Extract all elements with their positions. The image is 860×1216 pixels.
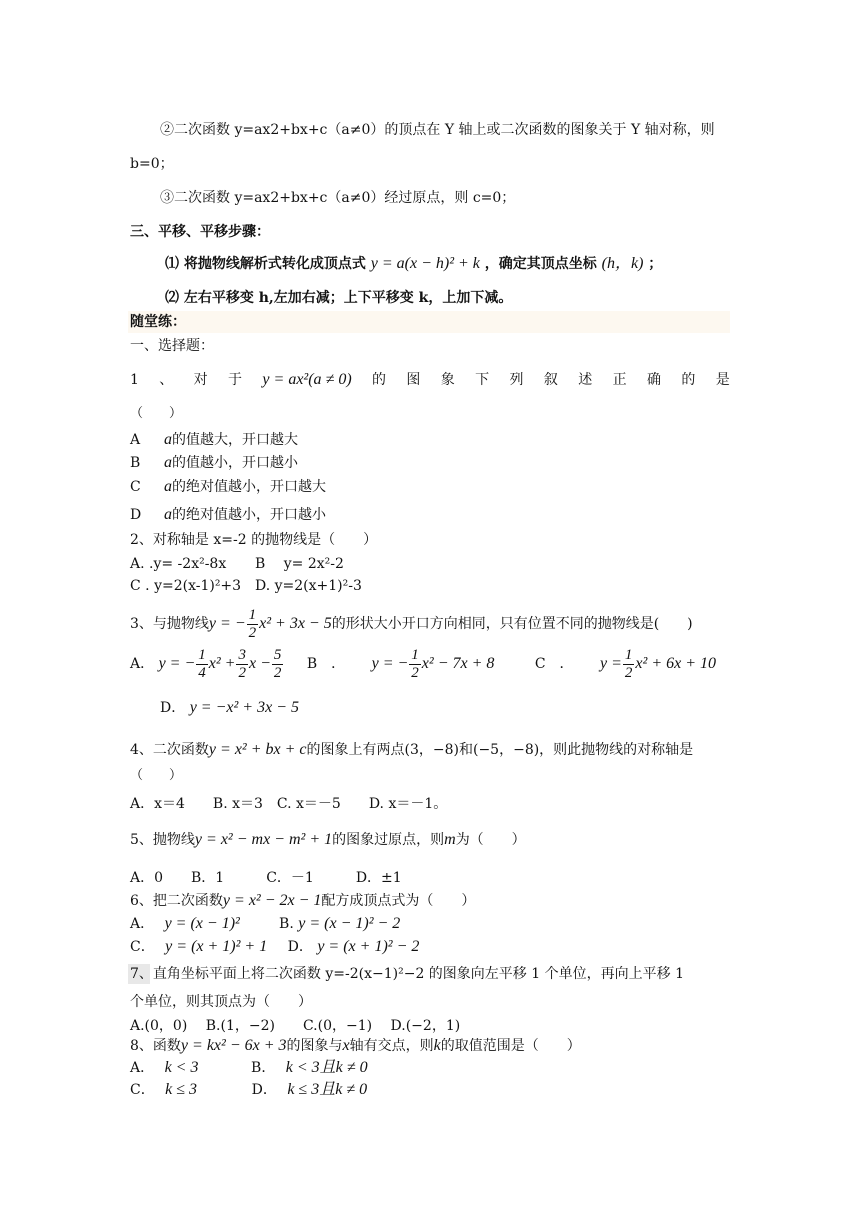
frac-den: 2 xyxy=(238,664,246,681)
q5-text-3: 为（ ） xyxy=(455,832,526,848)
q8-options-row1 xyxy=(130,1058,368,1078)
option-var: a xyxy=(164,478,172,495)
q8-formula: y = kx² − 6x + 3 xyxy=(180,1037,287,1054)
q6-options-row2 xyxy=(130,937,419,957)
q4-text: 4、二次函数 xyxy=(130,742,209,758)
q3-option-a-formula: x − xyxy=(248,655,271,672)
option-letter: B xyxy=(130,455,141,471)
note-3: ③二次函数 y=ax2+bx+c（a≠0）经过原点，则 c=0； xyxy=(160,190,516,206)
option-text: 的绝对值越小，开口越大 xyxy=(172,479,326,495)
option-var: a xyxy=(164,506,172,523)
frac-num: 1 xyxy=(248,606,257,623)
question-3-stem xyxy=(130,604,730,644)
option-text: 的绝对值越小，开口越小 xyxy=(172,507,326,523)
q7-text: 、直角坐标平面上将二次函数 y=-2(x−1)²−2 的图象向左平移 1 个单位，再向上平移 1 xyxy=(138,966,684,982)
q1-word: 的 xyxy=(681,372,696,388)
section-3-heading: 三、平移、平移步骤： xyxy=(130,224,270,240)
q1-word: 确 xyxy=(647,372,662,388)
q1-paren: （ ） xyxy=(130,406,183,421)
q8-options-row2 xyxy=(130,1080,367,1100)
frac-num: 1 xyxy=(624,646,633,663)
q3-option-d-label: D． xyxy=(160,700,186,716)
q3-fraction xyxy=(247,607,259,642)
q1-word: 下 xyxy=(475,372,490,388)
q3-text-2: 的形状大小开口方向相同，只有位置不同的抛物线是( ) xyxy=(331,616,693,632)
q3-option-b-formula: x² − 7x + 8 xyxy=(421,655,495,672)
q8-text: 8、函数 xyxy=(130,1038,181,1054)
step-1-text: ⑴ 将抛物线解析式转化成顶点式 xyxy=(165,256,366,272)
frac-den: 2 xyxy=(411,664,419,681)
q3-fraction xyxy=(196,647,208,682)
q6-text-2: 配方成顶点式为（ ） xyxy=(321,893,476,909)
q1-word: 1 xyxy=(130,372,139,388)
q1-option-b xyxy=(130,453,298,473)
q1-word: 对 xyxy=(193,372,208,388)
q8-option-a-label: A． xyxy=(130,1060,155,1076)
q8-text-3: 轴有交点，则 xyxy=(349,1038,434,1054)
q8-text-2: 的图象与 xyxy=(286,1038,343,1054)
question-7-stem xyxy=(130,964,684,984)
option-text: 的值越小，开口越小 xyxy=(172,455,298,471)
q6-text: 6、把二次函数 xyxy=(130,893,223,909)
q8-option-c: k ≤ 3 xyxy=(165,1081,198,1098)
q3-formula-pre: y = − xyxy=(208,615,246,632)
q1-word: 是 xyxy=(715,372,730,388)
q6-option-a: y = (x − 1)² xyxy=(164,915,240,932)
q3-option-d xyxy=(160,698,299,718)
q1-word: 图 xyxy=(406,372,421,388)
q8-option-d-label: D． xyxy=(251,1082,277,1098)
practice-heading: 随堂练： xyxy=(130,314,186,330)
question-5-stem xyxy=(130,830,526,850)
option-var: a xyxy=(164,431,172,448)
highlight-band xyxy=(128,311,730,333)
question-1-stem xyxy=(130,370,730,390)
q1-formula: y = ax²(a ≠ 0) xyxy=(262,371,352,388)
q3-fraction xyxy=(623,647,635,682)
q1-option-a xyxy=(130,430,298,450)
step-1-end: ； xyxy=(648,256,663,272)
step-1 xyxy=(165,254,662,274)
option-letter: A xyxy=(130,432,141,448)
option-letter: C xyxy=(130,479,141,495)
frac-num: 3 xyxy=(238,646,246,663)
note-2-line1: ②二次函数 y=ax2+bx+c（a≠0）的顶点在 Y 轴上或二次函数的图象关于 Y 轴对称，则 xyxy=(160,122,715,138)
q6-option-c-label: C． xyxy=(130,939,155,955)
q2-options-row2 xyxy=(130,576,362,596)
q1-word: 、 xyxy=(159,372,174,388)
question-2-stem: 2、对称轴是 x=-2 的抛物线是（ ） xyxy=(130,532,378,548)
q5-text-2: 的图象过原点，则 xyxy=(332,832,445,848)
q3-option-a-label: A． xyxy=(130,656,155,672)
q6-options-row1 xyxy=(130,914,400,934)
q3-option-d-formula: y = −x² + 3x − 5 xyxy=(189,699,299,716)
q1-word: 于 xyxy=(228,372,243,388)
q1-word: 正 xyxy=(612,372,627,388)
q3-fraction xyxy=(236,647,248,682)
frac-num: 1 xyxy=(411,646,419,663)
q3-options-row1 xyxy=(130,644,716,684)
q3-option-c-formula: y = xyxy=(600,655,622,672)
frac-num: 5 xyxy=(273,646,282,663)
q8-text-4: 的取值范围是（ ） xyxy=(440,1038,581,1054)
frac-den: 4 xyxy=(198,664,206,681)
q6-option-b: y = (x − 1)² − 2 xyxy=(298,915,401,932)
q3-option-b-formula: y = − xyxy=(371,655,409,672)
q3-option-c-label: C ． xyxy=(534,656,574,672)
q8-var-k: k xyxy=(433,1037,441,1054)
frac-den: 2 xyxy=(248,624,257,641)
q3-fraction xyxy=(272,647,284,682)
q6-option-a-label: A． xyxy=(130,916,155,932)
question-8-stem xyxy=(130,1036,581,1056)
vertex-coordinate: (h，k) xyxy=(601,255,644,272)
question-4-stem xyxy=(130,740,693,760)
q3-formula-post: x² + 3x − 5 xyxy=(259,615,332,632)
frac-num: 1 xyxy=(198,646,206,663)
frac-den: 2 xyxy=(273,664,282,681)
step-2: ⑵ 左右平移变 h,左加右减；上下平移变 k，上加下减。 xyxy=(165,290,513,306)
q4-options: A．x＝4 B. x＝3 C. x＝－5 D. x＝－1。 xyxy=(130,796,448,812)
q8-option-b: k < 3且k ≠ 0 xyxy=(285,1059,368,1076)
q1-option-d xyxy=(130,505,326,525)
q5-formula: y = x² − mx − m² + 1 xyxy=(194,831,333,848)
q6-formula: y = x² − 2x − 1 xyxy=(222,892,322,909)
question-7-stem-2: 个单位，则其顶点为（ ） xyxy=(130,994,312,1010)
q2-option-b: B y= 2x²-2 xyxy=(255,556,344,572)
q6-option-d-label: D． xyxy=(287,939,313,955)
q4-formula: y = x² + bx + c xyxy=(208,741,307,758)
option-letter: D xyxy=(130,507,142,523)
q7-options: A.(0，0) B.(1，−2) C.(0，−1) D.(−2，1) xyxy=(130,1018,461,1034)
q5-options: A．0 B．1 C．－1 D．±1 xyxy=(130,870,402,886)
q8-option-a: k < 3 xyxy=(164,1059,199,1076)
q1-word: 象 xyxy=(440,372,455,388)
q1-word: 叙 xyxy=(543,372,558,388)
q3-text: 3、与抛物线 xyxy=(130,616,209,632)
q1-option-c xyxy=(130,477,326,497)
frac-den: 2 xyxy=(624,664,633,681)
q5-var: m xyxy=(444,831,456,848)
q3-option-b-label: B ． xyxy=(306,656,346,672)
part-1-heading: 一、选择题： xyxy=(130,338,214,354)
q5-text: 5、抛物线 xyxy=(130,832,195,848)
note-2-line2: b=0； xyxy=(130,156,174,172)
q8-option-c-label: C． xyxy=(130,1082,155,1098)
q1-word: 列 xyxy=(509,372,524,388)
q2-options-row1 xyxy=(130,554,344,574)
q7-number: 7 xyxy=(130,966,139,982)
q3-option-a-formula: y = − xyxy=(158,655,196,672)
step-1-text-2: ，确定其顶点坐标 xyxy=(484,256,597,272)
vertex-form-formula: y = a(x − h)² + k xyxy=(370,255,480,272)
q6-option-d: y = (x + 1)² − 2 xyxy=(317,938,420,955)
q6-option-c: y = (x + 1)² + 1 xyxy=(165,938,268,955)
option-var: a xyxy=(164,454,172,471)
q2-option-a: A. .y= -2x²-8x xyxy=(130,556,227,572)
question-6-stem xyxy=(130,891,475,911)
q2-option-c: C . y=2(x-1)²+3 xyxy=(130,578,242,594)
q3-fraction xyxy=(409,647,421,682)
q4-text-2: 的图象上有两点(3，−8)和(−5，−8)，则此抛物线的对称轴是 xyxy=(306,742,694,758)
q3-option-a-formula: x² + xyxy=(208,655,236,672)
q8-var-x: x xyxy=(342,1037,350,1054)
q1-word: 的 xyxy=(372,372,387,388)
q1-word: 述 xyxy=(578,372,593,388)
q8-option-d: k ≤ 3且k ≠ 0 xyxy=(287,1081,368,1098)
option-text: 的值越大，开口越大 xyxy=(172,432,298,448)
q8-option-b-label: B． xyxy=(251,1060,276,1076)
q2-option-d: D. y=2(x+1)²-3 xyxy=(255,578,362,594)
q3-option-c-formula: x² + 6x + 10 xyxy=(635,655,717,672)
q4-paren: （ ） xyxy=(130,768,183,783)
q6-option-b-label: B. xyxy=(279,916,294,932)
